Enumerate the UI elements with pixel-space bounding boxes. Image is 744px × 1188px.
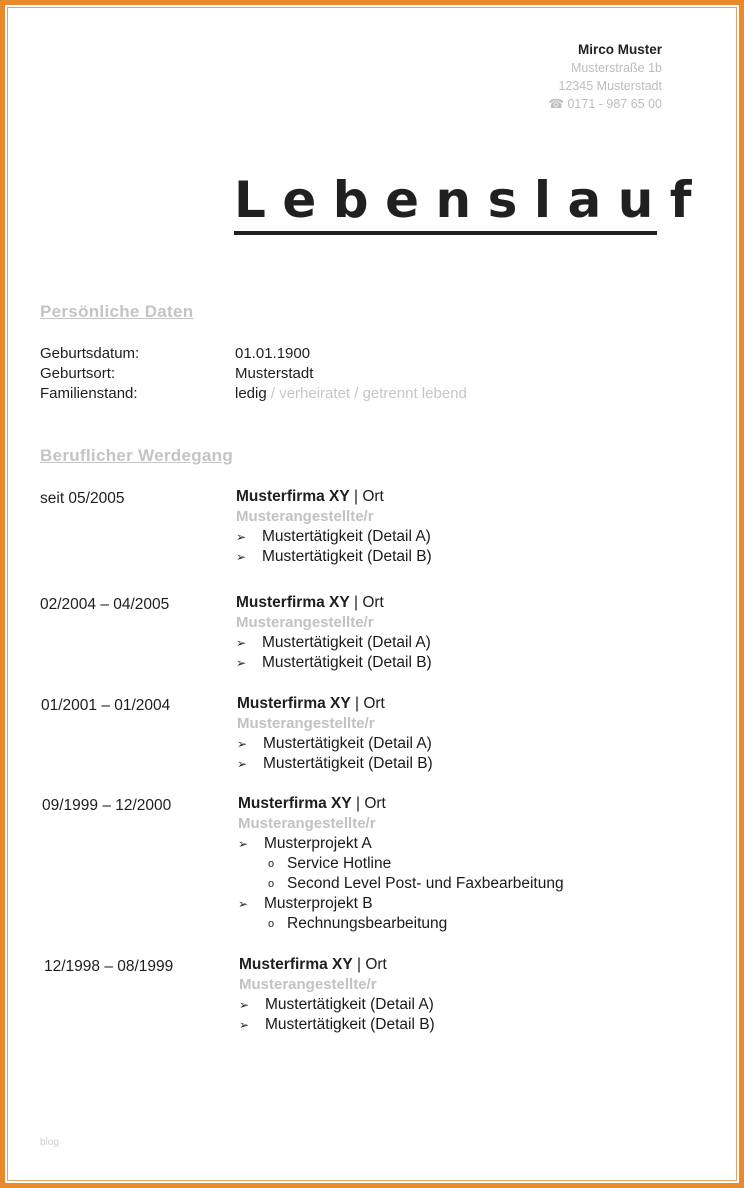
list-item <box>237 754 433 774</box>
sender-phone: ☎ 0171 - 987 65 00 <box>548 97 662 111</box>
list-item <box>238 834 564 854</box>
list-item <box>239 1015 435 1035</box>
list-item <box>238 894 564 914</box>
circle-bullet-icon: o <box>268 878 275 890</box>
personal-value-birthdate: 01.01.1900 <box>235 345 311 362</box>
company-place: Ort <box>365 956 387 973</box>
career-entry <box>236 593 432 673</box>
company-place: Ort <box>362 594 384 611</box>
list-item <box>236 653 432 673</box>
sender-city: 12345 Musterstadt <box>558 79 662 93</box>
list-item-text: Mustertätigkeit (Detail B) <box>262 548 432 565</box>
personal-label-birthplace: Geburtsort: <box>40 365 116 382</box>
project-name: Musterprojekt B <box>264 895 373 912</box>
job-role: Musterangestellte/r <box>237 715 375 732</box>
company-separator: | <box>349 488 363 505</box>
list-item <box>239 995 435 1015</box>
personal-label-marital: Familienstand: <box>40 385 138 402</box>
sub-list-item <box>238 854 564 874</box>
list-item-text: Mustertätigkeit (Detail A) <box>265 996 434 1013</box>
entry-date: 09/1999 – 12/2000 <box>42 797 172 814</box>
sender-name: Mirco Muster <box>577 42 662 57</box>
list-item <box>236 633 432 653</box>
arrow-bullet-icon: ➢ <box>239 998 250 1012</box>
sub-list-item <box>238 874 564 894</box>
list-item <box>237 734 433 754</box>
job-role: Musterangestellte/r <box>239 976 377 993</box>
job-role: Musterangestellte/r <box>236 614 374 631</box>
arrow-bullet-icon: ➢ <box>238 897 249 911</box>
career-entry <box>236 487 432 567</box>
title-underline <box>234 231 657 235</box>
project-name: Musterprojekt A <box>264 835 372 852</box>
personal-value-marital <box>235 384 467 404</box>
sender-street: Musterstraße 1b <box>570 61 662 75</box>
arrow-bullet-icon: ➢ <box>237 757 248 771</box>
arrow-bullet-icon: ➢ <box>237 737 248 751</box>
career-entry <box>239 955 435 1035</box>
company-place: Ort <box>363 695 385 712</box>
arrow-bullet-icon: ➢ <box>236 550 247 564</box>
list-item <box>236 527 432 547</box>
section-heading-career: Beruflicher Werdegang <box>40 446 234 465</box>
personal-value-birthplace: Musterstadt <box>235 365 314 382</box>
list-item <box>236 547 432 567</box>
circle-bullet-icon: o <box>268 918 275 930</box>
job-role: Musterangestellte/r <box>236 508 374 525</box>
company-name: Musterfirma XY <box>236 488 350 505</box>
list-item-text: Mustertätigkeit (Detail B) <box>263 755 433 772</box>
footer-watermark: blog <box>40 1137 59 1148</box>
company-name: Musterfirma XY <box>239 956 353 973</box>
sub-list-item-text: Second Level Post- und Faxbearbeitung <box>287 875 564 892</box>
company-name: Musterfirma XY <box>236 594 350 611</box>
company-separator: | <box>350 695 364 712</box>
company-separator: | <box>352 956 366 973</box>
entry-date: seit 05/2005 <box>40 490 125 507</box>
marital-status-value: ledig <box>235 385 267 402</box>
arrow-bullet-icon: ➢ <box>236 656 247 670</box>
company-place: Ort <box>362 488 384 505</box>
entry-date: 01/2001 – 01/2004 <box>41 697 171 714</box>
arrow-bullet-icon: ➢ <box>236 530 247 544</box>
company-place: Ort <box>364 795 386 812</box>
section-heading-personal: Persönliche Daten <box>40 302 194 321</box>
company-separator: | <box>351 795 365 812</box>
career-entry <box>237 694 433 774</box>
circle-bullet-icon: o <box>268 858 275 870</box>
document-title: Lebenslauf <box>234 171 709 229</box>
sub-list-item-text: Service Hotline <box>287 855 392 872</box>
career-entry <box>238 794 564 934</box>
arrow-bullet-icon: ➢ <box>236 636 247 650</box>
company-name: Musterfirma XY <box>238 795 352 812</box>
sub-list-item-text: Rechnungsbearbeitung <box>287 915 448 932</box>
company-separator: | <box>349 594 363 611</box>
personal-label-birthdate: Geburtsdatum: <box>40 345 140 362</box>
list-item-text: Mustertätigkeit (Detail A) <box>262 528 431 545</box>
entry-date: 02/2004 – 04/2005 <box>40 596 170 613</box>
list-item-text: Mustertätigkeit (Detail A) <box>263 735 432 752</box>
arrow-bullet-icon: ➢ <box>238 837 249 851</box>
list-item-text: Mustertätigkeit (Detail B) <box>262 654 432 671</box>
company-name: Musterfirma XY <box>237 695 351 712</box>
sender-address <box>548 41 662 113</box>
sub-list-item <box>238 914 564 934</box>
job-role: Musterangestellte/r <box>238 815 376 832</box>
list-item-text: Mustertätigkeit (Detail B) <box>265 1016 435 1033</box>
entry-date: 12/1998 – 08/1999 <box>44 958 174 975</box>
arrow-bullet-icon: ➢ <box>239 1018 250 1032</box>
marital-status-options: / verheiratet / getrennt lebend <box>266 385 467 402</box>
list-item-text: Mustertätigkeit (Detail A) <box>262 634 431 651</box>
